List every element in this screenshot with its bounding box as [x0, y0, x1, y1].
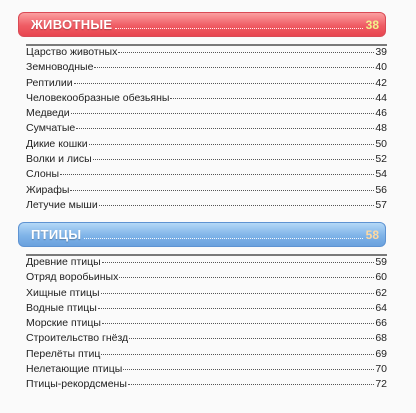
- toc-entry-page: 56: [375, 183, 387, 196]
- toc-entry[interactable]: [26, 256, 387, 271]
- toc-entry-page: 68: [375, 332, 387, 345]
- toc-entry-label: Морские птицы: [26, 317, 101, 330]
- toc-rows: [26, 46, 387, 214]
- toc-entry[interactable]: [26, 107, 387, 122]
- toc-entry[interactable]: [26, 363, 387, 378]
- leader-dots: [101, 293, 375, 294]
- toc-entry-page: 64: [375, 301, 387, 314]
- toc-entry-page: 57: [375, 198, 387, 211]
- leader-dots: [102, 323, 374, 324]
- toc-entry-page: 46: [375, 107, 387, 120]
- leader-dots: [119, 277, 374, 278]
- leader-dots: [128, 384, 374, 385]
- section-header-animals[interactable]: [18, 12, 386, 37]
- toc-entry[interactable]: [26, 271, 387, 286]
- toc-entry-label: Водные птицы: [26, 301, 97, 314]
- toc-entry[interactable]: [26, 287, 387, 302]
- toc-entry-label: Хищные птицы: [26, 286, 100, 299]
- leader-dots: [102, 262, 375, 263]
- toc-entry-label: Нелетающие птицы: [26, 363, 123, 376]
- toc-entry[interactable]: [26, 302, 387, 317]
- toc-entry-page: 66: [375, 317, 387, 330]
- toc-entry-page: 62: [375, 286, 387, 299]
- toc-entry-page: 39: [375, 46, 387, 58]
- toc-entry-label: Птицы-рекордсмены: [26, 378, 127, 391]
- leader-dots: [98, 308, 375, 309]
- toc-entry[interactable]: [26, 61, 387, 76]
- toc-entry-label: Жирафы: [26, 183, 70, 196]
- leader-dots: [71, 113, 375, 114]
- toc-entry-label: Дикие кошки: [26, 137, 88, 150]
- toc-entry-label: Строительство гнёзд: [26, 332, 129, 345]
- leader-dots: [74, 83, 375, 84]
- leader-dots: [118, 52, 374, 53]
- leader-dots: [76, 128, 374, 129]
- toc-entry-label: Отряд воробьиных: [26, 271, 119, 284]
- leader-dots: [94, 67, 374, 68]
- toc-entry-label: Древние птицы: [26, 256, 101, 268]
- toc-entry-page: 52: [375, 153, 387, 166]
- toc-rows: [26, 256, 387, 394]
- toc-entry[interactable]: [26, 77, 387, 92]
- toc-entry-label: Сумчатые: [26, 122, 76, 135]
- toc-entry-label: Земноводные: [26, 61, 94, 74]
- toc-entry[interactable]: [26, 122, 387, 137]
- toc-entry[interactable]: [26, 317, 387, 332]
- toc-entry-page: 40: [375, 61, 387, 74]
- leader-dots: [70, 190, 374, 191]
- toc-entry-page: 42: [375, 76, 387, 89]
- toc-list-birds: [26, 256, 387, 394]
- toc-entry-label: Рептилии: [26, 76, 73, 89]
- toc-entry[interactable]: [26, 46, 387, 61]
- toc-entry-label: Волки и лисы: [26, 153, 92, 166]
- section-page-number: 58: [365, 227, 379, 242]
- toc-entry-page: 69: [375, 347, 387, 360]
- toc-entry-page: 54: [375, 168, 387, 181]
- leader-dots: [93, 159, 375, 160]
- toc-entry-label: Царство животных: [26, 46, 118, 58]
- section-header-birds[interactable]: [18, 222, 386, 247]
- leader-dots: [60, 174, 374, 175]
- toc-entry-label: Летучие мыши: [26, 198, 98, 211]
- toc-entry-page: 72: [375, 378, 387, 391]
- toc-entry[interactable]: [26, 92, 387, 107]
- toc-entry-page: 59: [375, 256, 387, 268]
- toc-entry[interactable]: [26, 199, 387, 214]
- toc-entry[interactable]: [26, 138, 387, 153]
- leader-dots: [115, 28, 362, 29]
- divider: [26, 254, 387, 256]
- leader-dots: [101, 354, 374, 355]
- toc-entry[interactable]: [26, 184, 387, 199]
- leader-dots: [84, 238, 362, 239]
- toc-entry[interactable]: [26, 348, 387, 363]
- toc-entry[interactable]: [26, 332, 387, 347]
- section-title: ЖИВОТНЫЕ: [31, 17, 113, 32]
- toc-list-animals: [26, 46, 387, 214]
- toc-entry-page: 48: [375, 122, 387, 135]
- toc-entry-page: 50: [375, 137, 387, 150]
- toc-entry-label: Медведи: [26, 107, 70, 120]
- leader-dots: [99, 205, 375, 206]
- leader-dots: [129, 338, 374, 339]
- leader-dots: [170, 98, 374, 99]
- toc-entry-label: Человекообразные обезьяны: [26, 91, 170, 104]
- leader-dots: [123, 369, 374, 370]
- leader-dots: [89, 144, 375, 145]
- toc-entry[interactable]: [26, 168, 387, 183]
- toc-entry-label: Слоны: [26, 168, 60, 181]
- toc-entry[interactable]: [26, 378, 387, 393]
- section-title: ПТИЦЫ: [31, 227, 82, 242]
- toc-entry-page: 60: [375, 271, 387, 284]
- divider: [26, 44, 387, 46]
- toc-entry-page: 70: [375, 363, 387, 376]
- toc-entry-label: Перелёты птиц: [26, 347, 101, 360]
- toc-entry[interactable]: [26, 153, 387, 168]
- toc-entry-page: 44: [375, 91, 387, 104]
- section-page-number: 38: [365, 17, 379, 32]
